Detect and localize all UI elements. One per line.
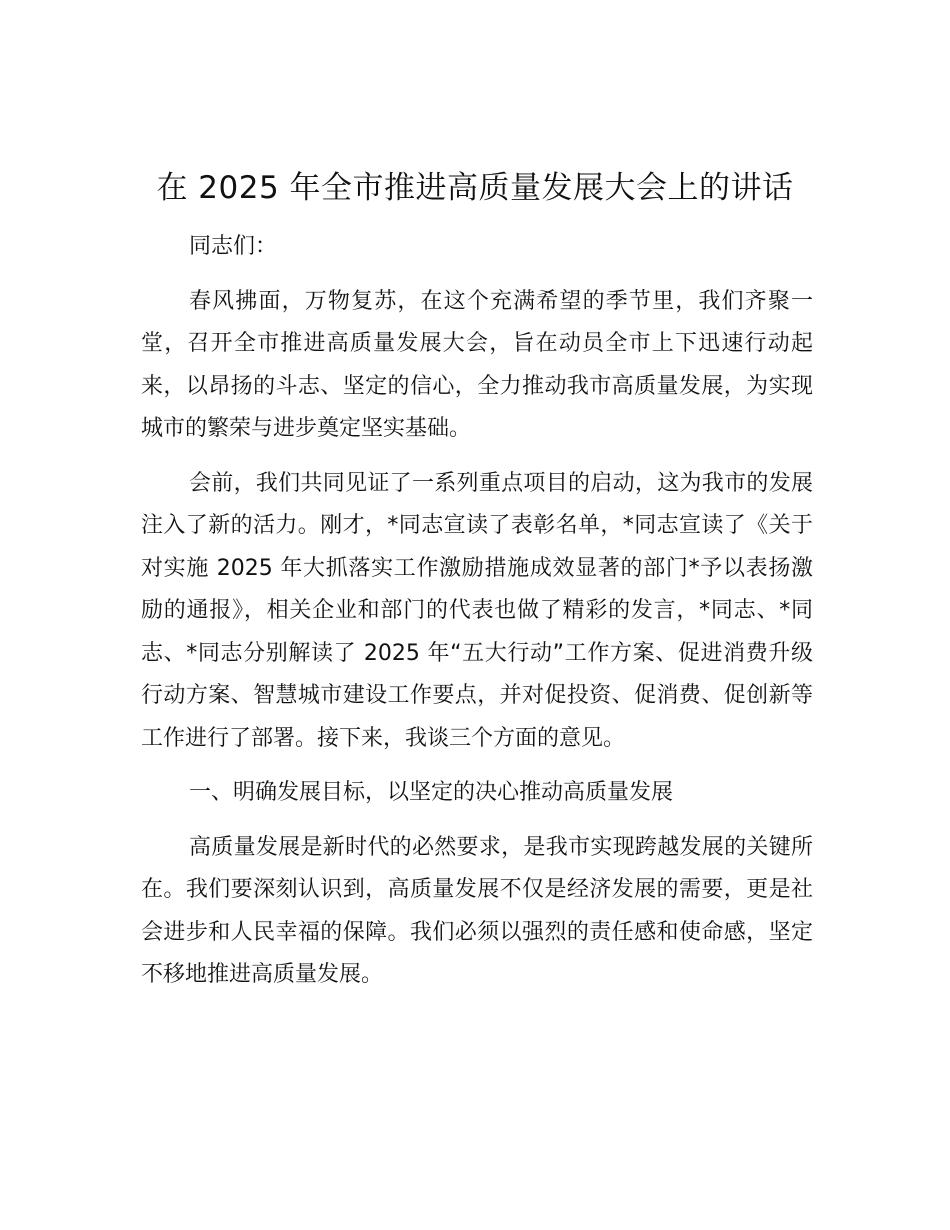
document-title: 在 2025 年全市推进高质量发展大会上的讲话 xyxy=(156,170,794,206)
document-body xyxy=(141,226,813,1009)
paragraph-meeting-review: 会前，我们共同见证了一系列重点项目的启动，这为我市的发展注入了新的活力。刚才，*同志宣读了表彰名单，*同志宣读了《关于对实施 2025 年大抓落实工作激励措施成效显著的部门*予以表扬激励的通报》，相关企业和部门的代表也做了精彩的发言，*同志、*同志、*同志分别解读了 2025 年“五大行动”工作方案、促进消费升级行动方案、智慧城市建设工作要点，并对促投资、促消费、促创新等工作进行了部署。接下来，我谈三个方面的意见。 xyxy=(141,470,813,751)
section-heading-1: 一、明确发展目标，以坚定的决心推动高质量发展 xyxy=(189,780,674,805)
salutation: 同志们： xyxy=(189,234,278,259)
paragraph-opening: 春风拂面，万物复苏，在这个充满希望的季节里，我们齐聚一堂，召开全市推进高质量发展大会，旨在动员全市上下迅速行动起来，以昂扬的斗志、坚定的信心，全力推动我市高质量发展，为实现城市的繁荣与进步奠定坚实基础。 xyxy=(141,288,813,441)
paragraph-section-1: 高质量发展是新时代的必然要求，是我市实现跨越发展的关键所在。我们要深刻认识到，高质量发展不仅是经济发展的需要，更是社会进步和人民幸福的保障。我们必须以强烈的责任感和使命感，坚定不移地推进高质量发展。 xyxy=(141,834,813,987)
